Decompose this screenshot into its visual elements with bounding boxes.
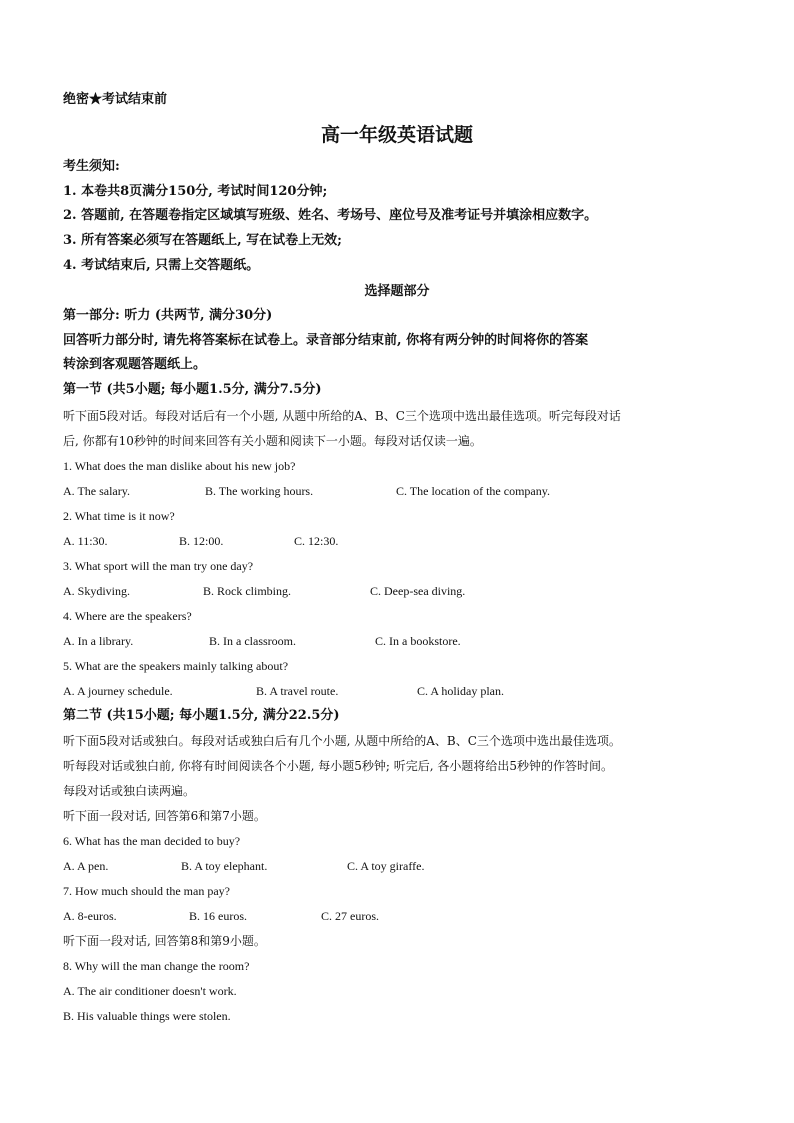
notice-item-4: 4. 考试结束后, 只需上交答题纸。	[63, 258, 260, 273]
section2-instruction-line3: 每段对话或独白读两遍。	[63, 784, 196, 798]
confidential-label: 绝密★考试结束前	[63, 92, 168, 107]
question-8-option-a: A. The air conditioner doesn't work.	[63, 984, 237, 998]
option-c: C. A toy giraffe.	[347, 859, 425, 873]
option-b: B. 16 euros.	[189, 909, 247, 923]
question-3: 3. What sport will the man try one day?	[63, 559, 254, 573]
option-c: C. A holiday plan.	[417, 684, 504, 698]
option-b: B. 12:00.	[179, 534, 224, 548]
option-a: A. A journey schedule.	[63, 684, 173, 698]
page-title: 高一年级英语试题	[320, 124, 473, 146]
question-4: 4. Where are the speakers?	[63, 609, 192, 623]
question-7: 7. How much should the man pay?	[63, 884, 230, 898]
question-5: 5. What are the speakers mainly talking about?	[63, 659, 289, 673]
question-8: 8. Why will the man change the room?	[63, 959, 250, 973]
option-a: A. 8-euros.	[63, 909, 117, 923]
option-c: C. 27 euros.	[321, 909, 379, 923]
question-6: 6. What has the man decided to buy?	[63, 834, 241, 848]
option-a: A. Skydiving.	[63, 584, 131, 598]
option-a: A. A pen.	[63, 859, 109, 873]
section2-instruction-line2: 听每段对话或独白前, 你将有时间阅读各个小题, 每小题5秒钟; 听完后, 各小题将给出5秒钟的作答时间。	[63, 759, 614, 773]
option-a: A. The salary.	[63, 484, 130, 498]
part1-heading: 第一部分: 听力 (共两节, 满分30分)	[63, 308, 273, 323]
option-a: A. 11:30.	[63, 534, 108, 548]
option-a: A. In a library.	[63, 634, 134, 648]
notice-item-3: 3. 所有答案必须写在答题纸上, 写在试卷上无效;	[63, 233, 342, 248]
notice-item-2: 2. 答题前, 在答题卷指定区域填写班级、姓名、考场号、座位号及准考证号并填涂相应数字。	[63, 208, 598, 223]
notice-item-1: 1. 本卷共8页满分150分, 考试时间120分钟;	[63, 184, 328, 199]
option-c: C. Deep-sea diving.	[370, 584, 466, 598]
dialogue-intro-6-7: 听下面一段对话, 回答第6和第7小题。	[63, 809, 266, 823]
option-b: B. The working hours.	[205, 484, 314, 498]
notice-heading: 考生须知:	[63, 159, 120, 174]
question-8-option-b: B. His valuable things were stolen.	[63, 1009, 231, 1023]
section1-heading: 第一节 (共5小题; 每小题1.5分, 满分7.5分)	[63, 382, 322, 397]
option-c: C. The location of the company.	[396, 484, 550, 498]
part1-instruction-line1: 回答听力部分时, 请先将答案标在试卷上。录音部分结束前, 你将有两分钟的时间将你的答案	[63, 333, 589, 348]
option-b: B. A travel route.	[256, 684, 339, 698]
option-c: C. In a bookstore.	[375, 634, 461, 648]
section2-heading: 第二节 (共15小题; 每小题1.5分, 满分22.5分)	[63, 708, 340, 723]
section1-instruction-line1: 听下面5段对话。每段对话后有一个小题, 从题中所给的A、B、C三个选项中选出最佳选项。听完每段对话	[63, 409, 621, 423]
question-2: 2. What time is it now?	[63, 509, 175, 523]
option-b: B. Rock climbing.	[203, 584, 291, 598]
option-b: B. In a classroom.	[209, 634, 296, 648]
dialogue-intro-8-9: 听下面一段对话, 回答第8和第9小题。	[63, 934, 266, 948]
section2-instruction-line1: 听下面5段对话或独白。每段对话或独白后有几个小题, 从题中所给的A、B、C三个选项中选出最佳选项。	[63, 734, 621, 748]
part1-instruction-line2: 转涂到客观题答题纸上。	[63, 357, 207, 372]
option-b: B. A toy elephant.	[181, 859, 268, 873]
section-heading: 选择题部分	[364, 284, 430, 299]
section1-instruction-line2: 后, 你都有10秒钟的时间来回答有关小题和阅读下一小题。每段对话仅读一遍。	[63, 434, 482, 448]
question-1: 1. What does the man dislike about his new job?	[63, 459, 296, 473]
option-c: C. 12:30.	[294, 534, 339, 548]
